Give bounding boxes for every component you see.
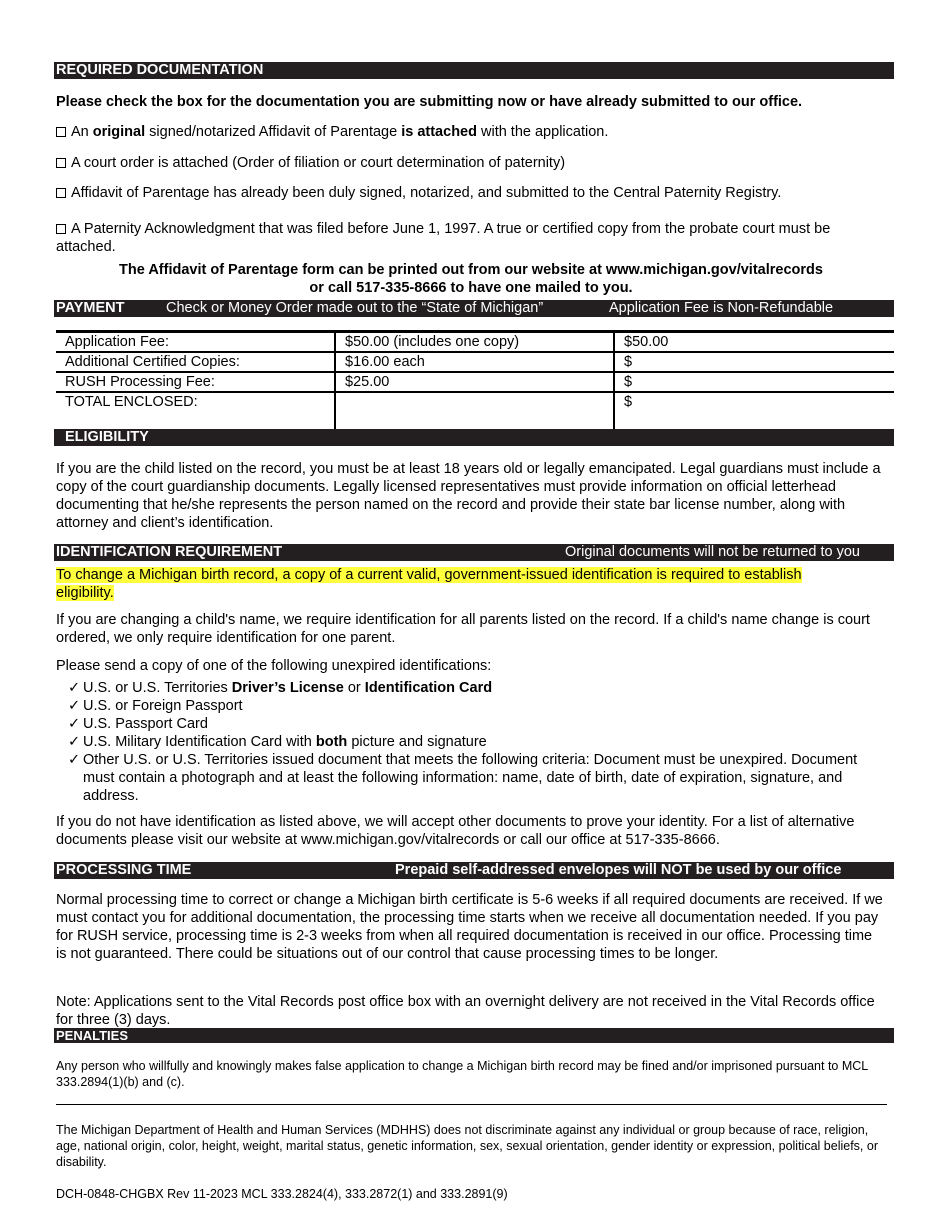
list-item: ✓ U.S. Passport Card <box>68 716 208 732</box>
documentation-option-court-order: A court order is attached (Order of filiation or court determination of paternity) <box>56 154 886 172</box>
identification-list <box>64 679 884 805</box>
fee-amount-field[interactable]: $ <box>614 352 894 372</box>
fee-amount-field[interactable]: $ <box>614 392 894 430</box>
fee-price <box>335 392 614 430</box>
checkmark-icon: ✓ <box>68 716 81 732</box>
list-item: ✓ Other U.S. or U.S. Territories issued document that meets the following criteria: Document must be unexpired. Document must contain a photograph and at least the following information: name, date of birth, date of expiration, signature, and address. <box>68 752 858 804</box>
checkmark-icon: ✓ <box>68 680 81 696</box>
required-documentation-header: REQUIRED DOCUMENTATION <box>54 62 894 79</box>
fee-amount-field[interactable]: $ <box>614 372 894 392</box>
affidavit-website-note: The Affidavit of Parentage form can be printed out from our website at www.michigan.gov/vitalrecords or call 517-335-8666 to have one mailed to you. <box>119 262 823 296</box>
form-identifier: DCH-0848-CHGBX Rev 11-2023 MCL 333.2824(4), 333.2872(1) and 333.2891(9) <box>56 1187 508 1201</box>
divider <box>56 1104 887 1105</box>
documentation-option-original-affidavit: An original signed/notarized Affidavit of Parentage is attached with the application. <box>56 123 886 141</box>
table-row <box>56 372 894 392</box>
fee-label: RUSH Processing Fee: <box>56 372 335 392</box>
list-item: ✓ U.S. Military Identification Card with both picture and signature <box>68 734 487 750</box>
eligibility-header: ELIGIBILITY <box>54 429 894 446</box>
fee-price: $25.00 <box>335 372 614 392</box>
fee-label: Additional Certified Copies: <box>56 352 335 372</box>
checkbox-court-order[interactable] <box>56 158 66 168</box>
send-copy-text: Please send a copy of one of the following unexpired identifications: <box>56 658 492 674</box>
fee-price: $50.00 (includes one copy) <box>335 332 614 353</box>
documentation-option-paternity-acknowledgment: A Paternity Acknowledgment that was filed before June 1, 1997. A true or certified copy from the probate court must be attached. <box>56 221 831 255</box>
table-row <box>56 352 894 372</box>
name-change-text: If you are changing a child's name, we require identification for all parents listed on the record. If a child's name change is court ordered, we only require identification for one parent. <box>56 612 870 646</box>
penalties-text: Any person who willfully and knowingly makes false application to change a Michigan birth record may be fined and/or imprisoned pursuant to MCL 333.2894(1)(b) and (c). <box>56 1059 868 1089</box>
table-row <box>56 332 894 353</box>
checkmark-icon: ✓ <box>68 752 81 768</box>
list-item: ✓ U.S. or Foreign Passport <box>68 698 243 714</box>
alternative-documents-text: If you do not have identification as listed above, we will accept other documents to prove your identity. For a list of alternative documents please visit our website at www.michigan.gov/vitalrecords or call our office at 517-335-8666. <box>56 814 855 848</box>
identification-highlight: To change a Michigan birth record, a copy of a current valid, government-issued identification is required to establish eligibility. <box>56 567 802 601</box>
fee-amount-field[interactable]: $50.00 <box>614 332 894 353</box>
payment-table <box>56 330 894 431</box>
processing-time-text: Normal processing time to correct or change a Michigan birth certificate is 5-6 weeks if all required documents are received. If we must contact you for additional documentation, the processing time starts when we receive all documentation needed. If you pay for RUSH service, processing time is 2-3 weeks from when all required documentation is received in our office. Processing time is not guaranteed. There could be situations out of our control that cause processing times to be longer. <box>56 892 883 962</box>
processing-time-header: PROCESSING TIME Prepaid self-addressed envelopes will NOT be used by our office <box>54 862 894 879</box>
checkbox-registry[interactable] <box>56 188 66 198</box>
checkmark-icon: ✓ <box>68 698 81 714</box>
fee-label: TOTAL ENCLOSED: <box>56 392 335 430</box>
penalties-header: PENALTIES <box>54 1028 894 1043</box>
nondiscrimination-statement: The Michigan Department of Health and Human Services (MDHHS) does not discriminate against any individual or group because of race, religion, age, national origin, color, height, weight, marital status, genetic information, sex, sexual orientation, gender identity or expression, political beliefs, or disability. <box>56 1123 878 1169</box>
fee-price: $16.00 each <box>335 352 614 372</box>
documentation-option-registry: Affidavit of Parentage has already been duly signed, notarized, and submitted to the Central Paternity Registry. <box>56 184 886 202</box>
fee-label: Application Fee: <box>56 332 335 353</box>
documentation-instruction: Please check the box for the documentation you are submitting now or have already submitted to our office. <box>56 94 803 110</box>
post-office-note: Note: Applications sent to the Vital Records post office box with an overnight delivery are not received in the Vital Records office for three (3) days. <box>56 994 875 1028</box>
checkmark-icon: ✓ <box>68 734 81 750</box>
table-row <box>56 392 894 430</box>
checkbox-original-affidavit[interactable] <box>56 127 66 137</box>
eligibility-text: If you are the child listed on the record, you must be at least 18 years old or legally emancipated. Legal guardians must include a copy of the court guardianship documents. Legally licensed representatives must provide information on official letterhead documenting that he/she represents the person named on the record and provide their state bar license number, along with attorney and client’s identification. <box>56 461 881 531</box>
payment-header: PAYMENT Check or Money Order made out to the “State of Michigan” Application Fee is Non-Refundable <box>54 300 894 317</box>
list-item: ✓ U.S. or U.S. Territories Driver’s License or Identification Card <box>68 680 493 696</box>
identification-header: IDENTIFICATION REQUIREMENT Original documents will not be returned to you <box>54 544 894 561</box>
checkbox-paternity-acknowledgment[interactable] <box>56 224 66 234</box>
